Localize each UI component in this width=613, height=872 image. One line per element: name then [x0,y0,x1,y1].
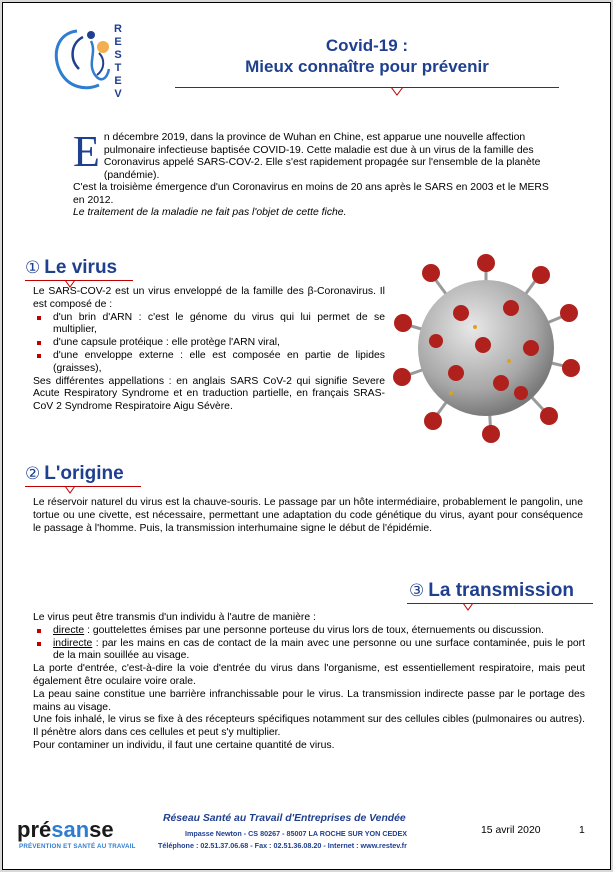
section3-paragraph: La porte d'entrée, c'est-à-dire la voie d'entrée du virus dans l'organisme, est essentiellement respiratoire, mais peut également être oculaire voire orale. [33,663,585,687]
speech-tail-icon [463,603,475,611]
speech-tail-icon [391,87,405,97]
logo-letter: T [114,62,122,74]
list-item: d'une capsule protéique : elle protège l'ARN viral, [33,337,385,350]
section3-paragraph: Une fois inhalé, le virus se fixe à des récepteurs spécifiques notamment sur des cellules cibles (pulmonaires ou autres). Il pénètre alors dans ces cellules et peut s'y multiplier. [33,714,585,739]
section-number: ③ [409,581,425,600]
footer-contact: Téléphone : 02.51.37.06.68 - Fax : 02.51.36.08.20 - Internet : www.restev.fr [158,841,407,850]
speech-tail-icon [65,486,77,494]
section3-paragraph: Le virus peut être transmis d'un individu à l'autre de manière : [33,612,316,623]
logo-letter: V [114,88,122,100]
list-item: d'un brin d'ARN : c'est le génome du virus qui lui permet de se multiplier, [33,312,385,338]
logo-letter: E [114,75,122,87]
intro-note: Le traitement de la maladie ne fait pas l'objet de cette fiche. [73,207,347,218]
list-term: directe [53,624,85,636]
title-line-2: Mieux connaître pour prévenir [245,57,489,76]
logo-letter: E [114,36,122,48]
title-line-1: Covid-19 : [325,36,409,55]
section-title-text: La transmission [428,580,574,601]
section-number: ② [25,464,41,483]
presanse-logo [17,817,114,843]
list-item [33,625,585,638]
list-text: : gouttelettes émises par une personne porteuse du virus lors de toux, éternuements ou discussion. [84,624,544,636]
page-number: 1 [579,825,585,836]
presanse-tagline: PRÉVENTION ET SANTÉ AU TRAVAIL [19,843,136,850]
section3-paragraph: Pour contaminer un individu, il faut une certaine quantité de virus. [33,739,335,751]
document-page [2,2,611,870]
coronavirus-illustration-icon [391,253,581,443]
list-term: indirecte [53,637,93,649]
intro-block [73,127,553,220]
section-underline [25,280,133,281]
section3-paragraph: La peau saine constitue une barrière infranchissable pour le virus. La transmission indirecte passe par le portage des mains au visage. [33,688,585,713]
section-title-text: L'origine [44,463,124,484]
section1-paragraph: Ses différentes appellations : en anglais SARS CoV-2 qui signifie Severe Acute Respiratory Syndrome et en traduction partielle, en français SRAS-CoV 2 Syndrome Respiratoire Aigu Sévère. [33,375,385,413]
brand-part: pré [17,817,52,842]
footer-date: 15 avril 2020 [481,825,541,836]
section-title-origine [25,463,124,485]
section-title-virus [25,257,117,279]
section-title-transmission [409,580,574,602]
section-underline [407,603,593,604]
section3-body [33,612,585,753]
list-text: : par les mains en cas de contact de la main avec une personne ou une surface contaminée, puis le port de la main souillée au visage. [53,637,585,662]
section1-body [33,286,385,414]
logo-letter: S [114,49,122,61]
drop-cap: E [73,127,100,176]
section-number: ① [25,258,41,277]
section2-paragraph: Le réservoir naturel du virus est la chauve-souris. Le passage par un hôte intermédiaire, probablement le pangolin, une tortue ou une civette, est nécessaire, permettant une adaptation du code génétique du virus, ayant pour conséquence le passage à l'homme. Puis, la transmission interhumaine signe le début de l'épidémie. [33,497,583,534]
intro-paragraph: n décembre 2019, dans la province de Wuhan en Chine, est apparue une nouvelle affection pulmonaire infectieuse baptisée COVID-19. Cette maladie est due à un virus de la famille des Coronavirus appelé SARS-COV-2. Elle s'est rapidement propagée sur l'ensemble de la planète (pandémie). [103,132,541,181]
footer-organisation: Réseau Santé au Travail d'Entreprises de Vendée [163,813,406,824]
document-title [175,35,559,87]
brand-part: san [51,817,90,842]
section2-body [33,497,583,535]
footer-address: Impasse Newton - CS 80267 - 85007 LA ROCHE SUR YON CEDEX [185,829,408,838]
list-item: d'une enveloppe externe : elle est composée en partie de lipides (graisses), [33,350,385,376]
intro-paragraph: C'est la troisième émergence d'un Coronavirus en moins de 20 ans après le SARS en 2003 et le MERS en 2012. [73,182,549,206]
section-underline [25,486,141,487]
section-title-text: Le virus [44,257,118,278]
brand-part: se [89,817,114,842]
footer [3,803,610,869]
logo-letter: R [114,23,122,35]
logo-letters [111,23,125,101]
section1-paragraph: Le SARS-COV-2 est un virus enveloppé de la famille des β-Coronavirus. Il est composé de : [33,286,385,310]
title-underline [175,87,559,88]
list-item [33,638,585,664]
